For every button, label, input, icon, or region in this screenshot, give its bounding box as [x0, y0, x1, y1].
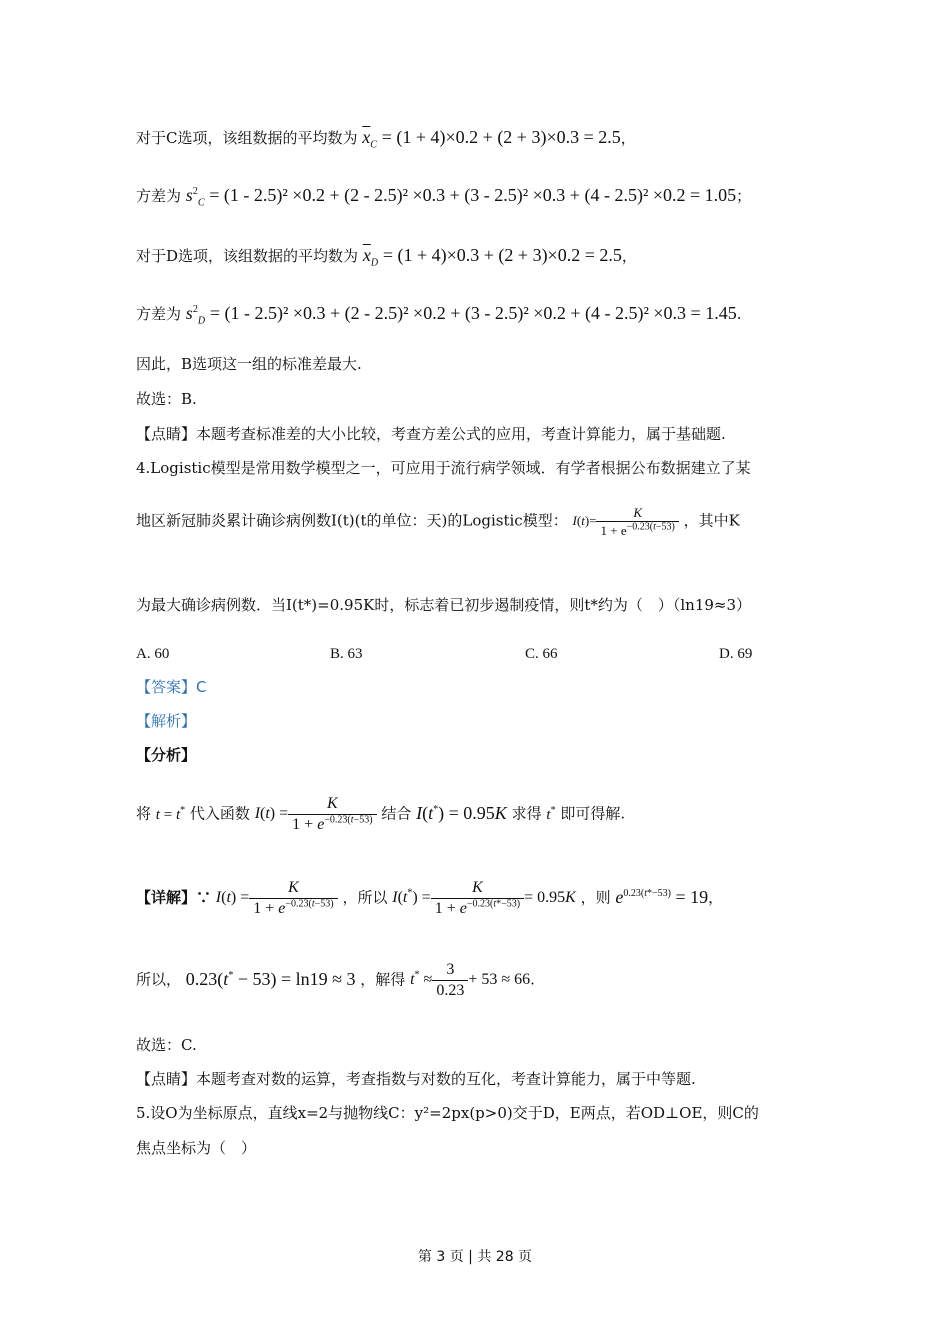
mean-c-line: 对于C选项，该组数据的平均数为 $\overline{x}_C = (1 + 4)\times 0.2 + (2 + 3)\times 0.3 = 2.5$，: [136, 127, 636, 151]
fenxi-tag: 【分析】: [136, 746, 197, 764]
variance-c-formula: = (1 - 2.5)² ×0.2 + (2 - 2.5)² ×0.3 + (3 - 2.5)² ×0.3 + (4 - 2.5)² ×0.2 = 1.05: [209, 185, 737, 205]
option-a[interactable]: A. 60: [136, 646, 170, 662]
q4-text-a: 地区新冠肺炎累计确诊病例数I(t)(t的单位：天)的Logistic模型：: [136, 511, 568, 530]
variance-d-symbol: $s^2_D$: [185, 303, 206, 327]
q4-text-b: ，其中K: [683, 511, 740, 530]
question-4-line1: 4.Logistic模型是常用数学模型之一，可应用于流行病学领域．有学者根据公布数据建立了某: [136, 459, 751, 477]
xiangjie-b: ，所以: [342, 888, 388, 907]
suoyi-b: ，解得: [360, 970, 406, 989]
xiangjie-c: ，则: [580, 888, 611, 907]
answer-tag: 【答案】C: [136, 678, 207, 696]
fenxi-b: 代入函数: [189, 804, 250, 823]
tstar-result: t* ≈ $\frac{3}{0.23}$ + 53 ≈ 66: [410, 961, 531, 999]
variance-d-formula: = (1 - 2.5)² ×0.3 + (2 - 2.5)² ×0.2 + (3 - 2.5)² ×0.2 + (4 - 2.5)² ×0.3 = 1.45: [209, 303, 737, 323]
suoyi-a: 所以，: [136, 970, 182, 989]
choose-c: 故选：C.: [136, 1036, 197, 1054]
mean-c-formula: = (1 + 4)×0.2 + (2 + 3)×0.3 = 2.5: [381, 127, 621, 147]
xiangjie-line: 【详解】∵ I(t) = $\frac{K}{1 + e^{-0.23(t-53)}}$ ，所以 I(t*) = $\frac{K}{1 + e^{-0.23(t*-53)}}$ = 0.95K ，则 $e^{0.23(t*-53)} = 19$，: [136, 879, 724, 917]
conclusion-b: 因此，B选项这一组的标准差最大.: [136, 355, 362, 373]
variance-d-line: 方差为 $s^2_D = (1 - 2.5)^2 \times 0.3 + (2 - 2.5)^2 \times 0.2 + (3 - 2.5)^2 \times 0.2 + (4 - 2.5)^2 \times 0.3 = 1.45$.: [136, 303, 742, 327]
mean-d-line: 对于D选项，该组数据的平均数为 $\overline{x}_D = (1 + 4)\times 0.3 + (2 + 3)\times 0.2 = 2.5$，: [136, 245, 637, 269]
question-4-line3: 为最大确诊病例数．当I(t*)=0.95K时，标志着已初步遏制疫情，则t*约为（ ）（ln19≈3）: [136, 596, 752, 614]
jiexi-tag: 【解析】: [136, 712, 197, 730]
question-5-line1: 5.设O为坐标原点，直线x=2与抛物线C：y²=2px(p>0)交于D，E两点，若OD⊥OE，则C的: [136, 1104, 759, 1122]
fenxi-function: I(t) = $\frac{K}{1 + e^{-0.23(t-53)}}$: [255, 796, 377, 833]
question-4-line2: [136, 506, 740, 537]
variance-c-line: 方差为 $s^2_C = (1 - 2.5)^2 \times 0.2 + (2 - 2.5)^2 \times 0.3 + (3 - 2.5)^2 \times 0.3 + (4 - 2.5)^2 \times 0.2 = 1.05$；: [136, 185, 752, 209]
comment-q3: 【点睛】本题考查标准差的大小比较，考查方差公式的应用，考查计算能力，属于基础题.: [136, 425, 726, 443]
xiangjie-function: I(t) = $\frac{K}{1 + e^{-0.23(t-53)}}$: [216, 880, 338, 917]
suoyi-line: 所以， 0.23(t* − 53) = ln19 ≈ 3 ，解得 t* ≈ $\frac{3}{0.23}$ + 53 ≈ 66 .: [136, 961, 535, 999]
page-footer: 第 3 页 | 共 28 页: [417, 1249, 533, 1265]
variance-c-symbol: $s^2_C$: [185, 185, 205, 209]
question-5-line2: 焦点坐标为（ ）: [136, 1139, 257, 1157]
exp-equals-19: $e^{0.23(t*-53)} = 19$: [615, 886, 709, 907]
fenxi-d: 求得: [511, 804, 542, 823]
fenxi-c: 结合: [381, 804, 412, 823]
t-equals-tstar: t = t*: [155, 804, 186, 823]
fenxi-e: 即可得解.: [560, 804, 626, 823]
fenxi-line: [136, 796, 625, 833]
log-equation: 0.23(t* − 53) = ln19 ≈ 3: [185, 968, 356, 989]
comment-q4: 【点睛】本题考查对数的运算，考查指数与对数的互化，考查计算能力，属于中等题.: [136, 1070, 696, 1088]
variance-c-text: 方差为: [136, 187, 182, 205]
variance-d-text: 方差为: [136, 305, 182, 323]
mean-d-text: 对于D选项，该组数据的平均数为: [136, 247, 359, 265]
mean-c-text: 对于C选项，该组数据的平均数为: [136, 129, 358, 147]
mean-d-formula: = (1 + 4)×0.3 + (2 + 3)×0.2 = 2.5: [382, 245, 622, 265]
xiangjie-a: 【详解】∵: [136, 888, 212, 907]
option-d[interactable]: D. 69: [719, 646, 753, 662]
fenxi-condition: I(t*) = 0.95K: [416, 802, 507, 823]
logistic-formula: I(t)= $\frac{K}{1 + e^{-0.23(t-53)}}$: [573, 506, 679, 537]
mean-d-symbol: $\overline{x}_D$: [362, 245, 379, 269]
option-b[interactable]: B. 63: [330, 646, 363, 662]
mean-c-symbol: $\overline{x}_C$: [362, 127, 377, 151]
choose-b: 故选：B.: [136, 390, 197, 408]
tstar-symbol: t*: [546, 804, 556, 823]
xiangjie-equation: I(t*) = $\frac{K}{1 + e^{-0.23(t*-53)}}$ = 0.95K: [392, 879, 576, 917]
fenxi-a: 将: [136, 804, 152, 823]
option-c[interactable]: C. 66: [525, 646, 558, 662]
